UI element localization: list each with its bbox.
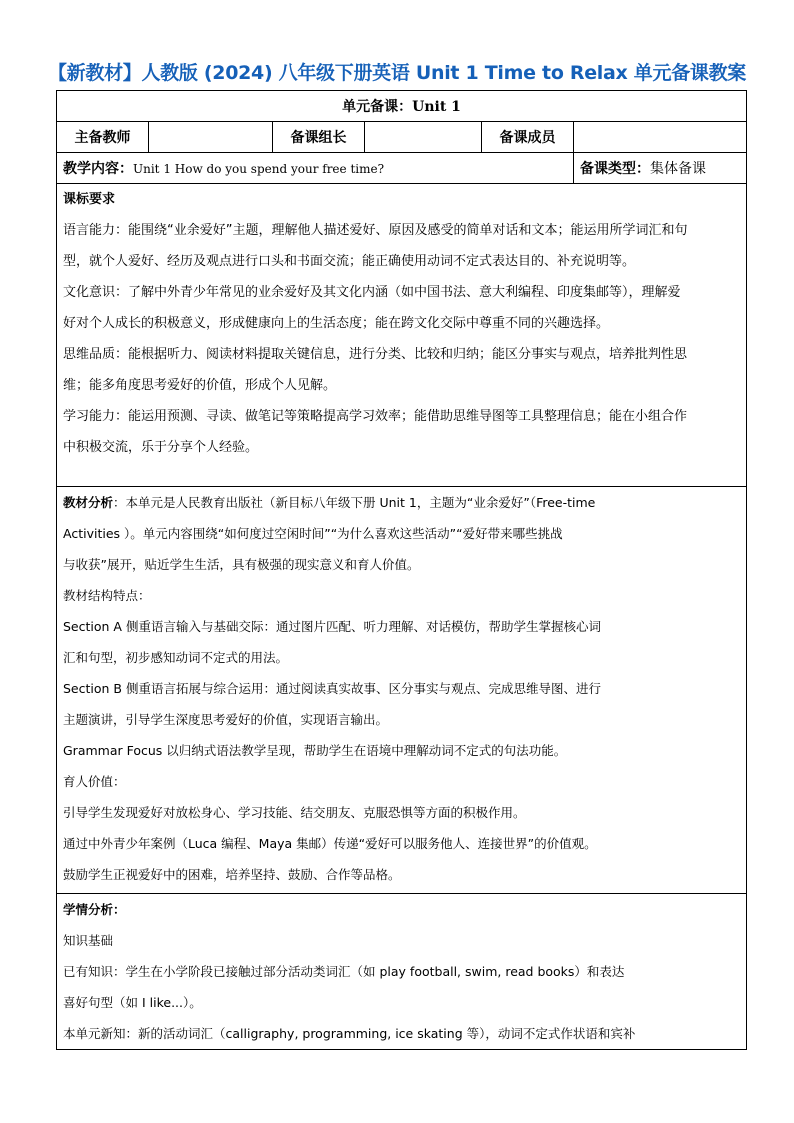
leader-label: 备课组长 <box>273 122 365 153</box>
teacher-value <box>149 122 273 153</box>
standards-section <box>57 184 747 487</box>
analysis-line: 育人价值： <box>63 774 126 789</box>
standards-line: 型，就个人爱好、经历及观点进行口头和书面交流；能正确使用动词不定式表达目的、补充说明等。 <box>63 254 636 269</box>
analysis-line: 教材结构特点： <box>63 588 151 603</box>
standards-line: 维；能多角度思考爱好的价值，形成个人见解。 <box>63 378 337 393</box>
content-label: 教学内容： <box>63 161 133 177</box>
analysis-line: 主题演讲，引导学生深度思考爱好的价值，实现语言输出。 <box>63 712 389 727</box>
analysis-line: 汇和句型，初步感知动词不定式的用法。 <box>63 650 289 665</box>
analysis-line: Section A 侧重语言输入与基础交际：通过图片匹配、听力理解、对话模仿，帮助学生掌握核心词 <box>63 619 601 634</box>
analysis-line: 与收获”展开，贴近学生生活，具有极强的现实意义和育人价值。 <box>63 557 420 572</box>
teacher-label: 主备教师 <box>57 122 149 153</box>
type-value: 集体备课 <box>650 161 706 177</box>
learner-line: 知识基础 <box>63 933 114 948</box>
standards-line: 文化意识：了解中外青少年常见的业余爱好及其文化内涵（如中国书法、意大利编程、印度集邮等），理解爱 <box>63 285 681 300</box>
analysis-line: 通过中外青少年案例（Luca 编程、Maya 集邮）传递“爱好可以服务他人、连接世界”的价值观。 <box>63 836 597 851</box>
standards-line: 语言能力：能围绕“业余爱好”主题，理解他人描述爱好、原因及感受的简单对话和文本；能运用所学词汇和句 <box>63 223 688 238</box>
type-cell <box>574 153 747 184</box>
standards-line: 好对个人成长的积极意义，形成健康向上的生活态度；能在跨文化交际中尊重不同的兴趣选择。 <box>63 316 610 331</box>
standards-line: 思维品质：能根据听力、阅读材料提取关键信息，进行分类、比较和归纳；能区分事实与观点，培养批判性思 <box>63 347 688 362</box>
learner-line: 喜好句型（如 I like...）。 <box>63 995 202 1010</box>
learner-section <box>57 894 747 1050</box>
analysis-line: 引导学生发现爱好对放松身心、学习技能、结交朋友、克服恐惧等方面的积极作用。 <box>63 805 526 820</box>
leader-value <box>365 122 482 153</box>
analysis-line: 鼓励学生正视爱好中的困难，培养坚持、鼓励、合作等品格。 <box>63 867 401 882</box>
analysis-line: Section B 侧重语言拓展与综合运用：通过阅读真实故事、区分事实与观点、完成思维导图、进行 <box>63 681 601 696</box>
members-value <box>574 122 747 153</box>
document-title: 【新教材】人教版 (2024) 八年级下册英语 Unit 1 Time to Relax 单元备课教案 <box>47 62 747 84</box>
analysis-line: 教材分析：本单元是人民教育出版社（新目标八年级下册 Unit 1，主题为“业余爱好”（Free-time <box>63 495 596 510</box>
type-label: 备课类型： <box>580 161 650 177</box>
members-label: 备课成员 <box>482 122 574 153</box>
analysis-line: Activities ）。单元内容围绕“如何度过空闲时间”“为什么喜欢这些活动”“爱好带来哪些挑战 <box>63 526 563 541</box>
analysis-title: 教材分析 <box>63 495 114 510</box>
analysis-section <box>57 487 747 894</box>
standards-title: 课标要求 <box>63 192 116 207</box>
learner-line: 本单元新知：新的活动词汇（calligraphy, programming, ice skating 等），动词不定式作状语和宾补 <box>63 1026 636 1041</box>
content-cell <box>57 153 574 184</box>
content-value: Unit 1 How do you spend your free time? <box>133 162 385 176</box>
learner-line: 已有知识：学生在小学阶段已接触过部分活动类词汇（如 play football, swim, read books）和表达 <box>63 964 625 979</box>
standards-line: 中积极交流，乐于分享个人经验。 <box>63 440 259 455</box>
learner-title: 学情分析： <box>63 902 126 917</box>
analysis-line: Grammar Focus 以归纳式语法教学呈现，帮助学生在语境中理解动词不定式的句法功能。 <box>63 743 567 758</box>
table-header: 单元备课：Unit 1 <box>57 91 747 122</box>
lesson-plan-table <box>56 90 747 1050</box>
standards-line: 学习能力：能运用预测、寻读、做笔记等策略提高学习效率；能借助思维导图等工具整理信息；能在小组合作 <box>63 409 688 424</box>
